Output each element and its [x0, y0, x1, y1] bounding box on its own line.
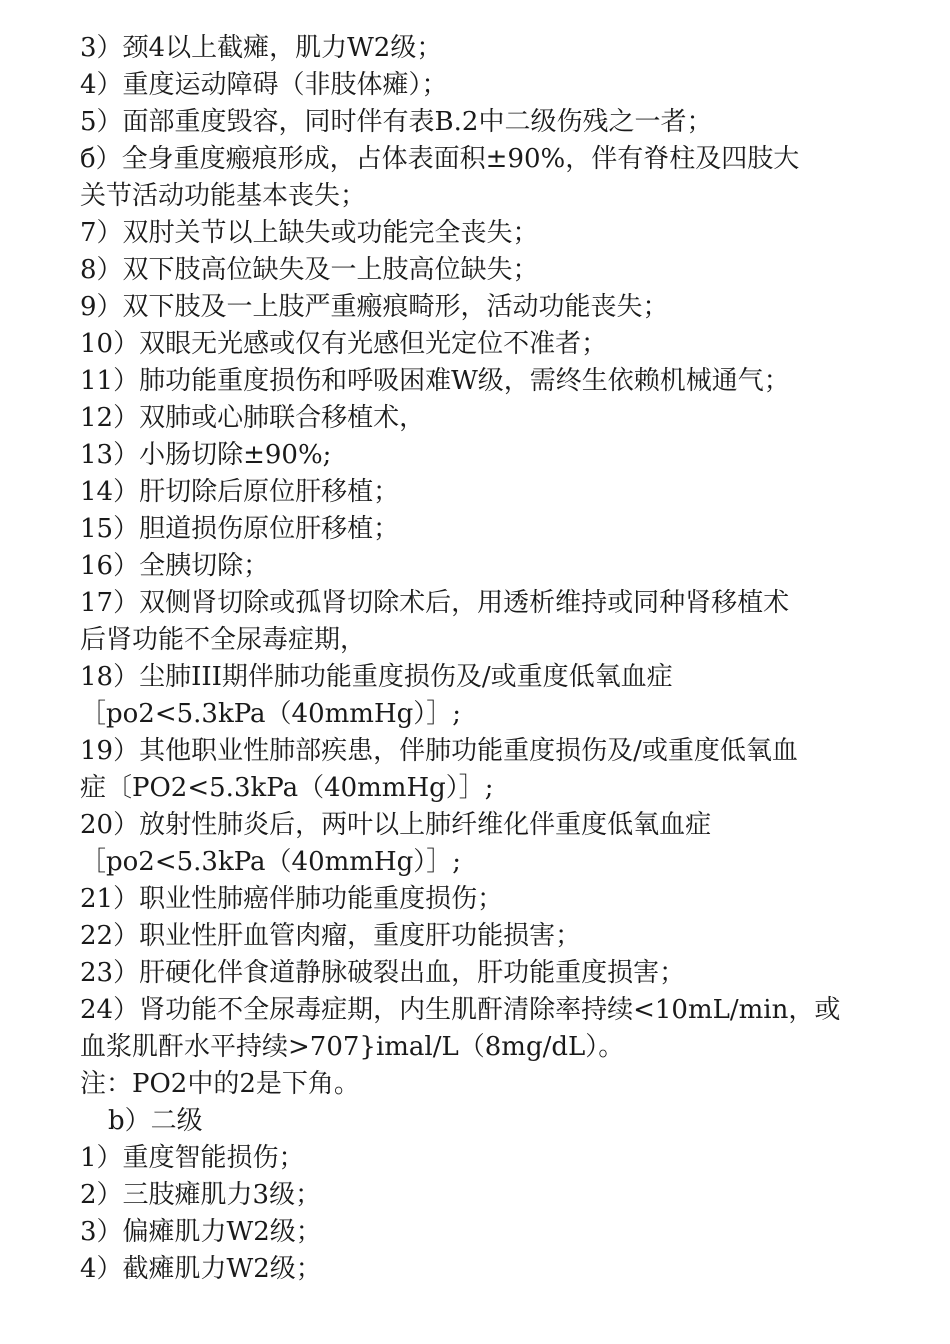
text-line: 19）其他职业性肺部疾患，伴肺功能重度损伤及/或重度低氧血: [80, 736, 798, 766]
text-line: 16）全胰切除；: [80, 551, 270, 581]
section-heading: b）二级: [108, 1106, 203, 1136]
text-line: 12）双肺或心肺联合移植术，: [80, 403, 426, 433]
text-line: 2）三肢瘫肌力3级；: [80, 1180, 322, 1210]
text-line: 5）面部重度毁容，同时伴有表B.2中二级伤残之一者；: [80, 107, 713, 137]
text-line: б）全身重度瘢痕形成，占体表面积±90%，伴有脊柱及四肢大: [80, 144, 800, 174]
text-line: 23）肝硬化伴食道静脉破裂出血，肝功能重度损害；: [80, 958, 686, 988]
text-line: 14）肝切除后原位肝移植；: [80, 477, 400, 507]
document-page: [80, 30, 880, 1288]
note-line: 注：PO2中的2是下角。: [80, 1069, 360, 1099]
text-line: 13）小肠切除±90%;: [80, 440, 332, 470]
text-line: 20）放射性肺炎后，两叶以上肺纤维化伴重度低氧血症: [80, 810, 712, 840]
text-line: 3）颈4以上截瘫，肌力W2级；: [80, 33, 443, 63]
text-line: ［po2<5.3kPa（40mmHg）］;: [80, 847, 462, 877]
text-line: 24）肾功能不全尿毒症期，内生肌酐清除率持续<10mL/min，或: [80, 995, 841, 1025]
text-line: 10）双眼无光感或仅有光感但光定位不准者；: [80, 329, 608, 359]
text-line: 21）职业性肺癌伴肺功能重度损伤；: [80, 884, 504, 914]
text-line: 血浆肌酐水平持续>707}imal/L（8mg/dL）。: [80, 1032, 625, 1062]
text-line: 后肾功能不全尿毒症期，: [80, 625, 367, 655]
text-line: 关节活动功能基本丧失；: [80, 181, 367, 211]
text-line: 4）重度运动障碍（非肢体瘫）；: [80, 70, 448, 100]
text-line: 症〔PO2<5.3kPa（40mmHg）］;: [80, 773, 494, 803]
text-line: 9）双下肢及一上肢严重瘢痕畸形，活动功能丧失；: [80, 292, 669, 322]
text-line: 1）重度智能损伤；: [80, 1143, 305, 1173]
text-line: 3）偏瘫肌力W2级；: [80, 1217, 322, 1247]
text-line: ［po2<5.3kPa（40mmHg）］;: [80, 699, 462, 729]
text-line: 22）职业性肝血管肉瘤，重度肝功能损害；: [80, 921, 582, 951]
text-line: 15）胆道损伤原位肝移植；: [80, 514, 400, 544]
text-line: 7）双肘关节以上缺失或功能完全丧失；: [80, 218, 539, 248]
text-line: 17）双侧肾切除或孤肾切除术后，用透析维持或同种肾移植术: [80, 588, 790, 618]
text-line: 11）肺功能重度损伤和呼吸困难W级，需终生依赖机械通气；: [80, 366, 790, 396]
text-line: 4）截瘫肌力W2级；: [80, 1254, 322, 1284]
text-line: 8）双下肢高位缺失及一上肢高位缺失；: [80, 255, 539, 285]
text-line: 18）尘肺III期伴肺功能重度损伤及/或重度低氧血症: [80, 662, 673, 692]
